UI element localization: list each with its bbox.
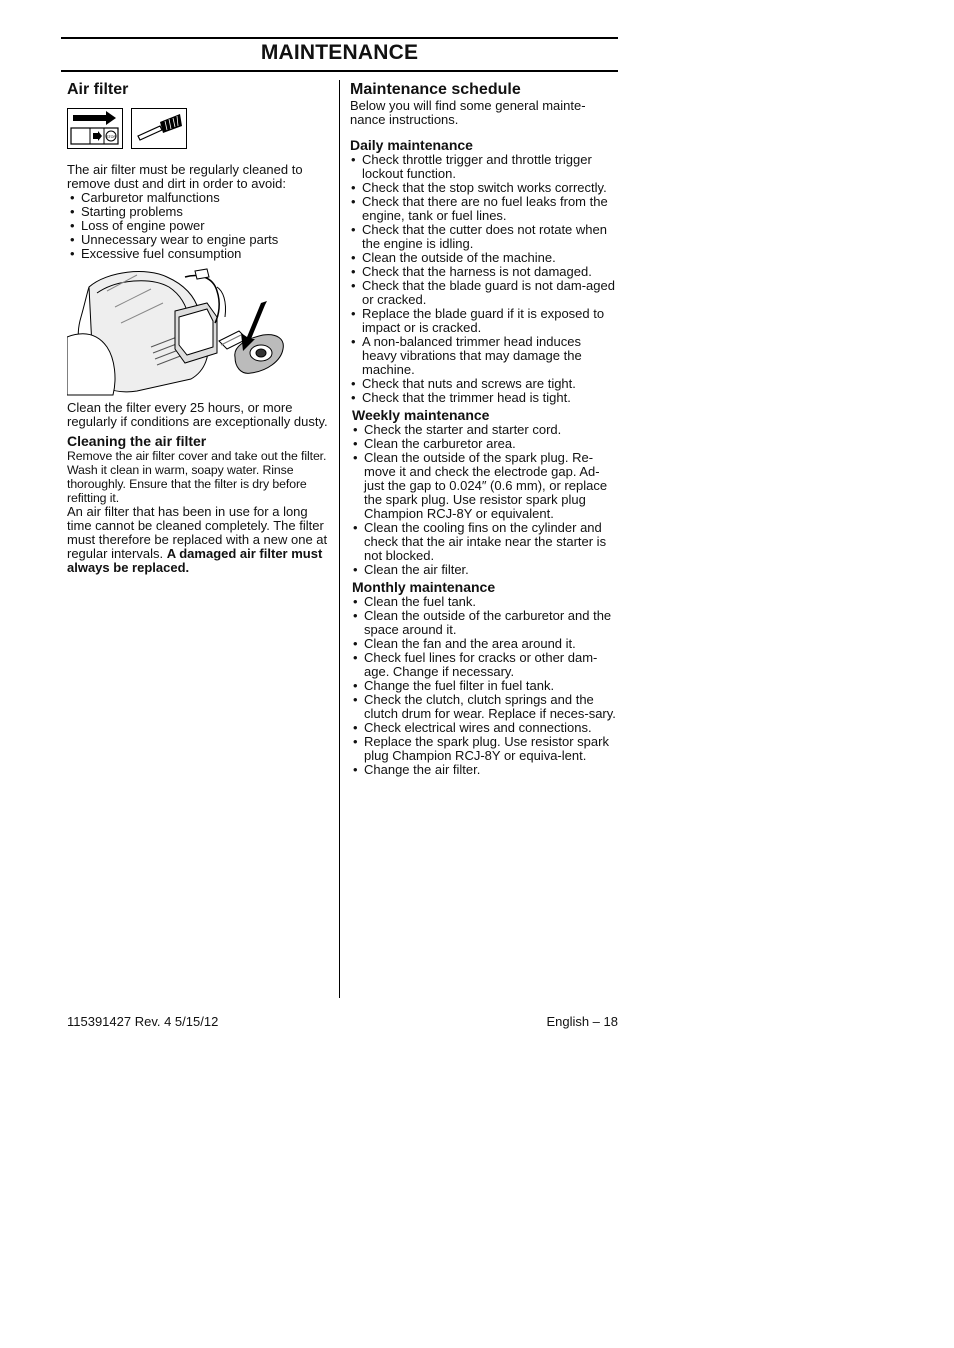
column-divider [339,80,340,998]
page-title: MAINTENANCE [260,41,419,64]
list-item: • Check the starter and starter cord. [352,423,618,437]
list-item: • Clean the outside of the machine. [350,251,618,265]
list-item: • Clean the outside of the spark plug. Re-move it and check the electrode gap. Ad-just the gap to 0.024″ (0.6 mm), or replace the spark plug. Use resistor spark plug Champion RCJ-8Y or equivalent. [352,451,618,521]
air-filter-section [67,80,331,575]
list-item: • Clean the fan and the area around it. [352,637,618,651]
monthly-list [352,595,618,777]
list-item: • Loss of engine power [69,219,331,233]
title-rule-bottom [61,70,618,72]
list-item: • Clean the air filter. [352,563,618,577]
list-item: • Change the air filter. [352,763,618,777]
schedule-intro: Below you will find some general mainte-nance instructions. [350,98,586,127]
page-number: English – 18 [546,1014,618,1029]
list-item: • Check that the stop switch works correctly. [350,181,618,195]
list-item: • Clean the carburetor area. [352,437,618,451]
list-item: • Check that the harness is not damaged. [350,265,618,279]
air-filter-heading: Air filter [67,81,129,98]
daily-list [350,153,618,405]
list-item: • Clean the outside of the carburetor and the space around it. [352,609,618,637]
monthly-heading: Monthly maintenance [352,579,496,595]
list-item: • Check that the blade guard is not dam-aged or cracked. [350,279,618,307]
air-filter-illustration [67,267,293,397]
list-item: • Check that the trimmer head is tight. [350,391,618,405]
list-item: • Clean the fuel tank. [352,595,618,609]
list-item: • Check throttle trigger and throttle trigger lockout function. [350,153,618,181]
replace-text-normal: An air filter that has been in use for a long time cannot be cleaned completely. The filter must therefore be replaced with a new one at regular intervals. [67,504,328,561]
maintenance-schedule-section [350,80,618,777]
list-item: • Starting problems [69,205,331,219]
list-item: • Check that there are no fuel leaks from the engine, tank or fuel lines. [350,195,618,223]
air-filter-interval: Clean the filter every 25 hours, or more regularly if conditions are exceptionally dusty. [67,400,328,429]
stop-engine-icon [67,108,123,149]
replace-text [67,505,331,575]
title-rule-top [61,37,618,39]
list-item: • A non-balanced trimmer head induces heavy vibrations that may damage the machine. [350,335,618,377]
list-item: • Carburetor malfunctions [69,191,331,205]
list-item: • Replace the blade guard if it is exposed to impact or is cracked. [350,307,618,335]
warning-icons [67,108,331,149]
list-item: • Check electrical wires and connections. [352,721,618,735]
daily-heading: Daily maintenance [350,137,473,153]
list-item: • Replace the spark plug. Use resistor spark plug Champion RCJ-8Y or equiva-lent. [352,735,618,763]
list-item: • Check the clutch, clutch springs and the clutch drum for wear. Replace if neces-sary. [352,693,618,721]
document-id: 115391427 Rev. 4 5/15/12 [67,1014,219,1029]
schedule-heading: Maintenance schedule [350,81,521,98]
stop-icon-label: STOP [106,135,116,139]
air-filter-intro: The air filter must be regularly cleaned to remove dust and dirt in order to avoid: [67,162,303,191]
cleaning-text: Remove the air filter cover and take out the filter. Wash it clean in warm, soapy water. Rinse thoroughly. Ensure that the filter is dry before refitting it. [67,449,327,505]
list-item: • Check that the cutter does not rotate when the engine is idling. [350,223,618,251]
brush-icon [131,108,187,149]
list-item: • Clean the cooling fins on the cylinder and check that the air intake near the starter is not blocked. [352,521,618,563]
list-item: • Excessive fuel consumption [69,247,331,261]
list-item: • Check that nuts and screws are tight. [350,377,618,391]
replace-text-bold: A damaged air filter must always be replaced. [67,546,323,575]
cleaning-heading: Cleaning the air filter [67,433,207,449]
air-filter-reasons [69,191,331,261]
list-item: • Change the fuel filter in fuel tank. [352,679,618,693]
weekly-heading: Weekly maintenance [352,407,490,423]
list-item: • Check fuel lines for cracks or other dam-age. Change if necessary. [352,651,618,679]
list-item: • Unnecessary wear to engine parts [69,233,331,247]
weekly-list [352,423,618,577]
